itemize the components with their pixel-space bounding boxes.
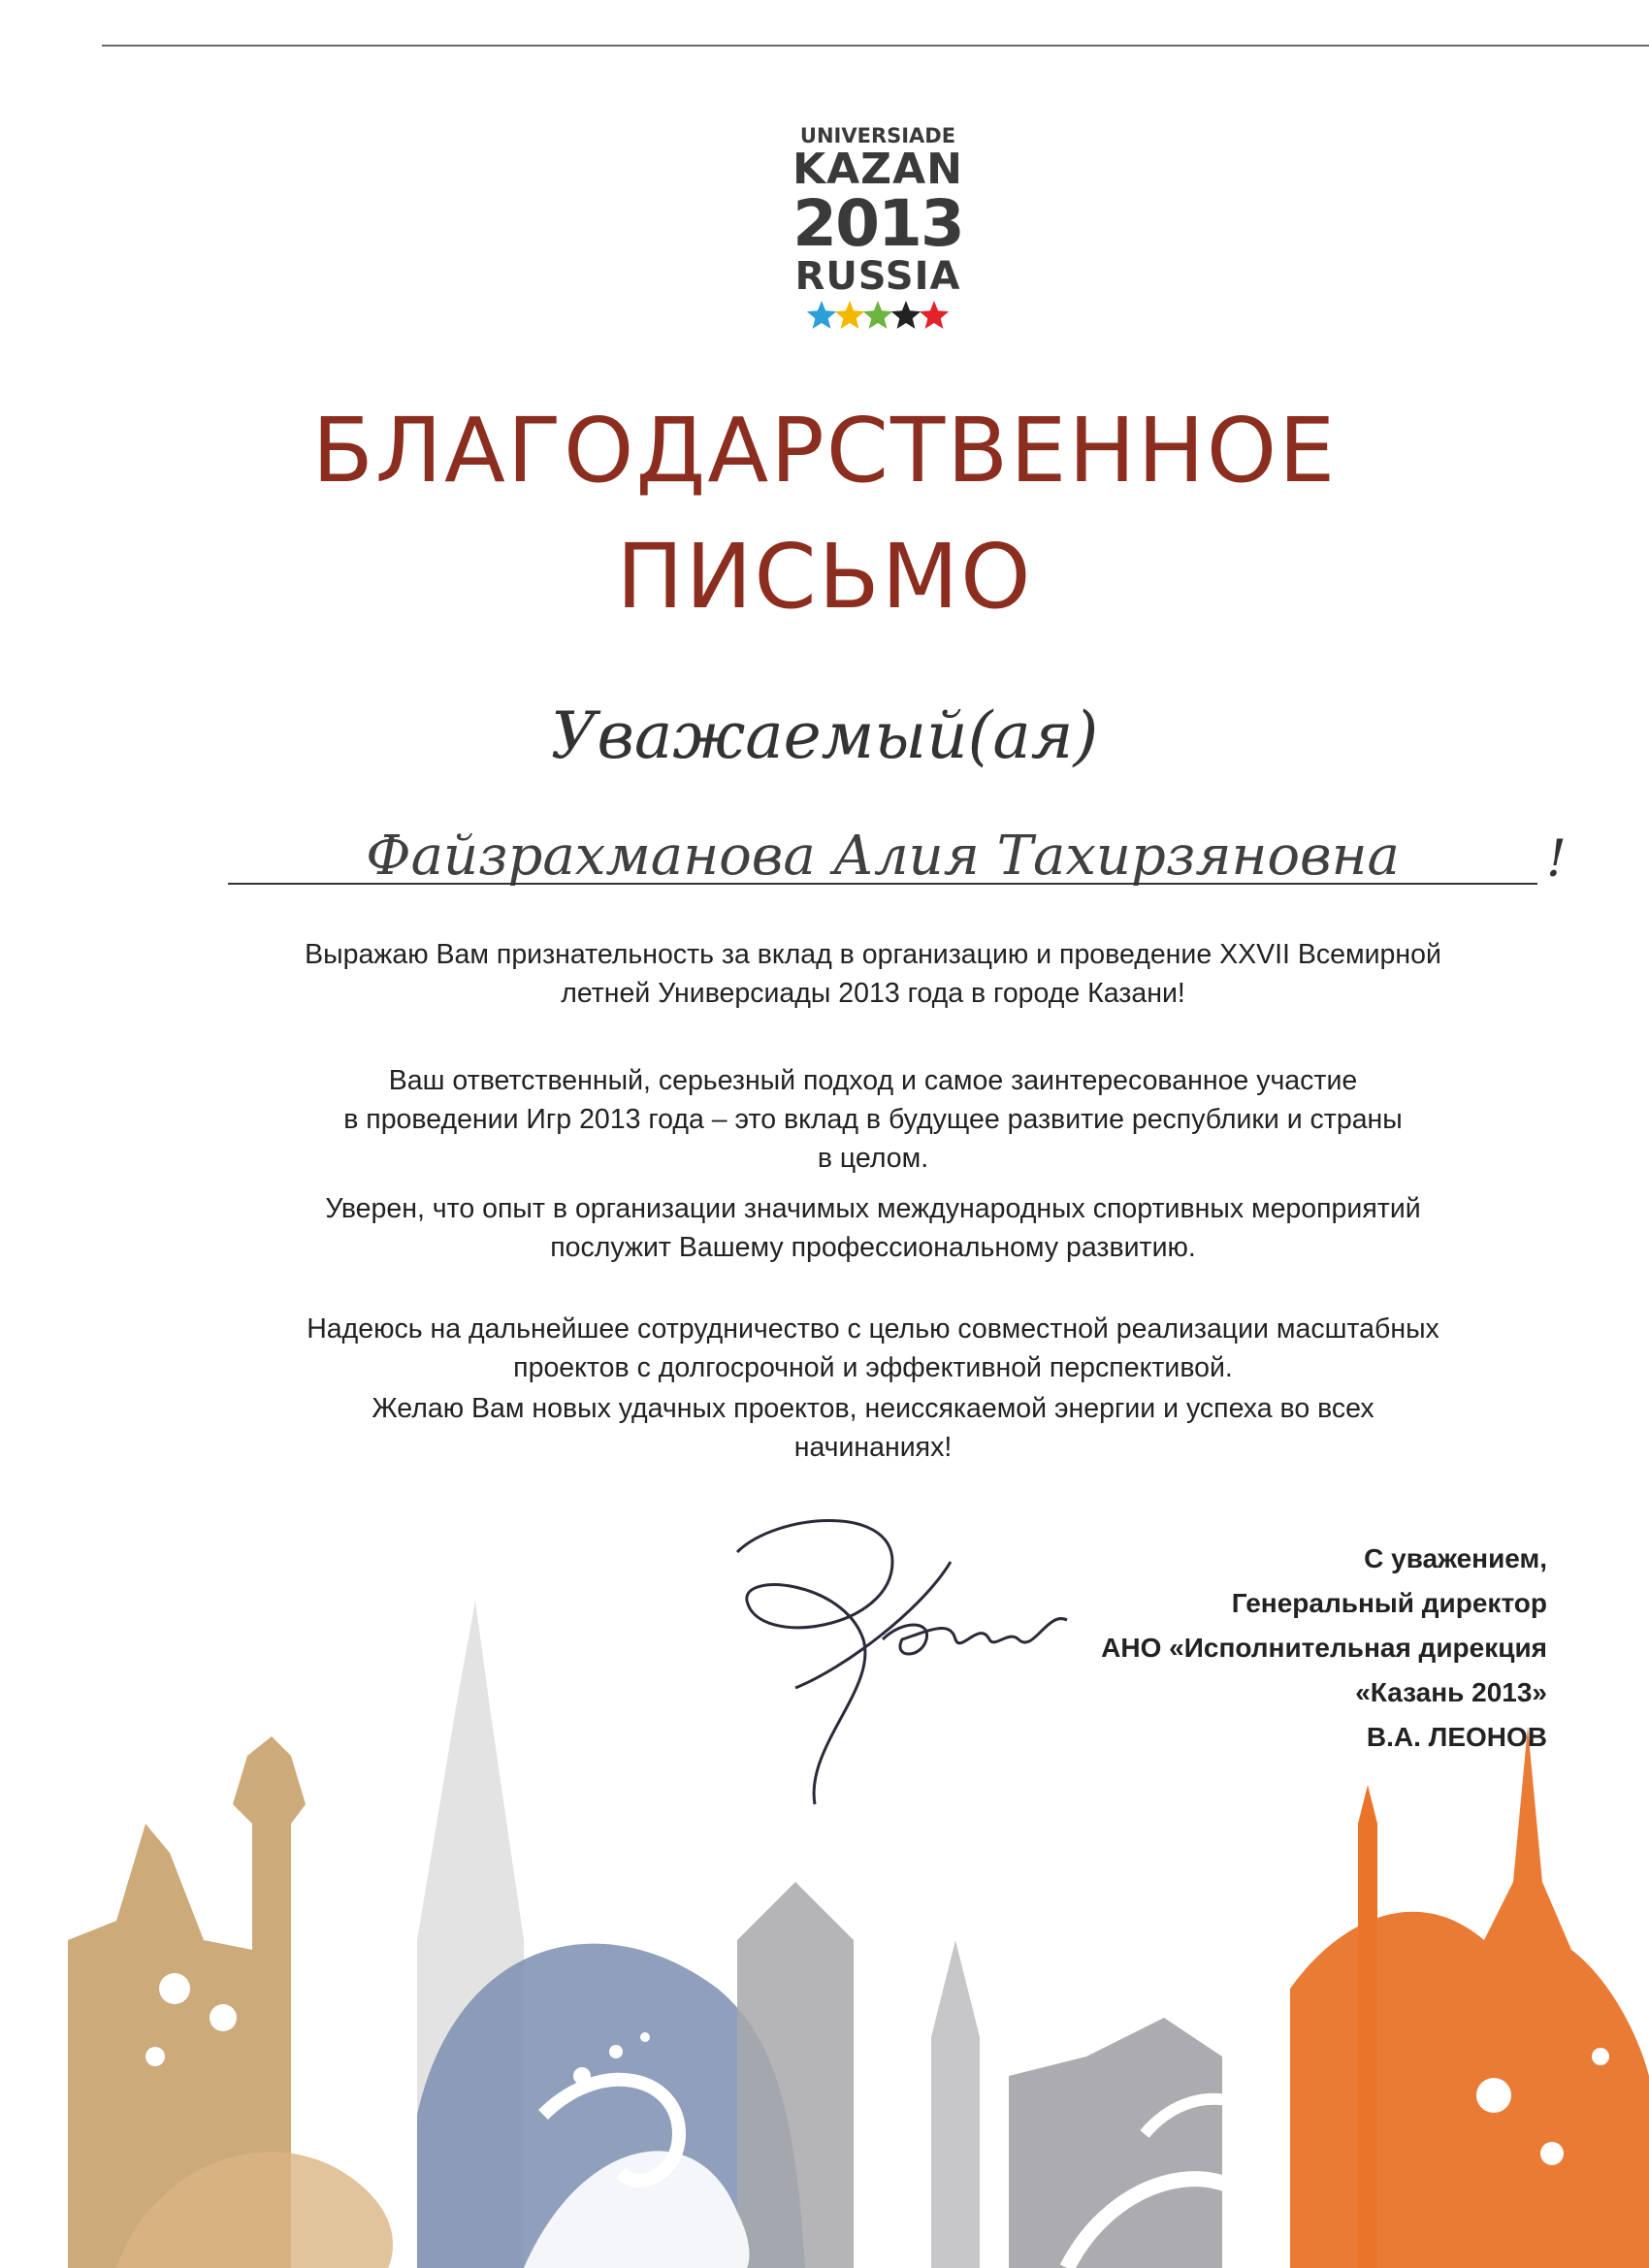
- handwritten-signature: [698, 1494, 1106, 1824]
- signer-organization-line2: «Казань 2013»: [1355, 1677, 1547, 1707]
- logo-star-icon: [835, 301, 864, 329]
- body-line: Уверен, что опыт в организации значимых международных спортивных мероприятий: [325, 1193, 1421, 1224]
- document-title-line2: ПИСЬМО: [616, 525, 1033, 629]
- recipient-exclamation: !: [1546, 830, 1567, 889]
- body-paragraph-4: [194, 1310, 1552, 1387]
- logo-line-year: 2013: [792, 186, 963, 261]
- universiade-logo: [786, 124, 970, 332]
- ornament-dot: [146, 2047, 165, 2066]
- signer-position: Генеральный директор: [1231, 1588, 1547, 1618]
- ornament-dot: [640, 2032, 650, 2042]
- ornament-dot: [609, 2045, 623, 2058]
- body-line: послужит Вашему профессиональному развитию.: [550, 1232, 1196, 1263]
- document-title-line1: БЛАГОДАРСТВЕННОЕ: [311, 399, 1338, 502]
- ornament-dot: [1476, 2078, 1511, 2113]
- body-line: Надеюсь на дальнейшее сотрудничество с целью совместной реализации масштабных: [307, 1313, 1439, 1345]
- logo-star-icon: [920, 301, 949, 329]
- ornament-dot: [1540, 2142, 1564, 2165]
- top-border-line: [102, 45, 1649, 47]
- signature-block: [1101, 1537, 1547, 1760]
- body-line: Ваш ответственный, серьезный подход и самое заинтересованное участие: [388, 1065, 1358, 1096]
- logo-star-icon: [863, 301, 892, 329]
- ornament-dot: [1592, 2048, 1609, 2065]
- body-line: начинаниях!: [793, 1432, 953, 1463]
- right-grey-building: [1009, 2018, 1222, 2268]
- signer-name: В.А. ЛЕОНОВ: [1366, 1722, 1547, 1752]
- body-line: Желаю Вам новых удачных проектов, неиссякаемой энергии и успеха во всех: [372, 1393, 1374, 1424]
- body-line: Выражаю Вам признательность за вклад в организацию и проведение XXVII Всемирной: [305, 939, 1441, 970]
- center-small-spire: [931, 1940, 980, 2268]
- signer-organization-line1: АНО «Исполнительная дирекция: [1101, 1633, 1547, 1663]
- logo-line-universiade: UNIVERSIADE: [799, 124, 956, 147]
- body-paragraph-2: [194, 1061, 1552, 1178]
- recipient-underline: [228, 883, 1537, 885]
- closing-phrase: С уважением,: [1364, 1543, 1547, 1573]
- logo-star-icon: [807, 301, 836, 329]
- ornament-dot: [573, 2067, 591, 2085]
- body-line: проектов с долгосрочной и эффективной перспективой.: [513, 1352, 1233, 1383]
- body-paragraph-5: [194, 1389, 1552, 1467]
- body-paragraph-3: [194, 1189, 1552, 1267]
- body-line: в целом.: [817, 1143, 929, 1174]
- logo-stars-icon: [805, 299, 951, 332]
- ornament-dot: [210, 2004, 237, 2031]
- right-orange-dome: [1290, 1727, 1649, 2268]
- logo-line-kazan: KAZAN: [792, 145, 963, 194]
- ornament-dot: [159, 1973, 190, 2004]
- salutation: Уважаемый(ая): [550, 698, 1099, 773]
- body-line: летней Универсиады 2013 года в городе Казани!: [561, 978, 1185, 1009]
- logo-line-russia: RUSSIA: [794, 254, 961, 299]
- recipient-name: Файзрахманова Алия Тахирзяновна: [366, 825, 1400, 888]
- body-paragraph-1: [194, 935, 1552, 1013]
- logo-star-icon: [891, 301, 921, 329]
- body-line: в проведении Игр 2013 года – это вклад в будущее развитие республики и страны: [343, 1104, 1403, 1135]
- center-grey-tower: [737, 1882, 854, 2268]
